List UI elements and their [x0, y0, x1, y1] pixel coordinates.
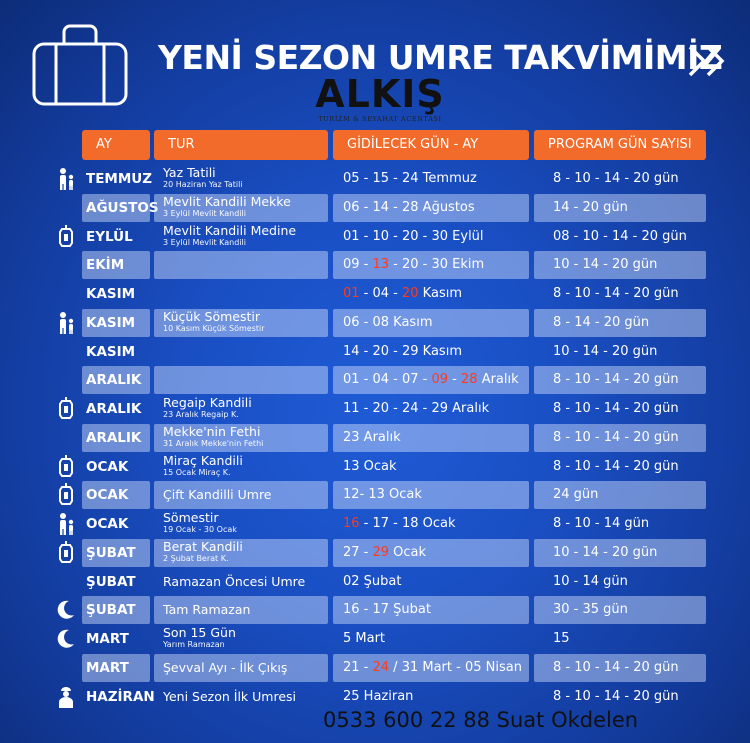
- table-row: [0, 568, 750, 596]
- tour-cell: [154, 424, 328, 452]
- date-text: Aralık: [477, 372, 519, 388]
- lantern-icon: [56, 225, 76, 249]
- tour-name: Son 15 Gün: [163, 625, 236, 640]
- tour-note: 3 Eylül Mevlit Kandili: [163, 237, 246, 247]
- month-cell: TEMMUZ: [86, 171, 153, 187]
- contact-phone[interactable]: 0533 600 22 88 Suat Okdelen: [323, 708, 639, 732]
- dates-cell: [333, 251, 529, 279]
- table-row: [0, 625, 750, 653]
- tour-name: Sömestir: [163, 510, 219, 525]
- month-cell: OCAK: [86, 516, 129, 532]
- tour-note: 19 Ocak - 30 Ocak: [163, 525, 237, 534]
- lantern-icon: [56, 541, 76, 565]
- tour-cell: [154, 539, 328, 567]
- month-cell: HAZİRAN: [86, 688, 155, 705]
- month-cell: ŞUBAT: [82, 596, 150, 624]
- dates-cell: 12- 13 Ocak: [333, 481, 529, 509]
- days-cell: 8 - 10 - 14 - 20 gün: [553, 688, 679, 704]
- table-row: [0, 596, 750, 624]
- tour-cell: [154, 165, 328, 193]
- tour-note: Yarım Ramazan: [163, 640, 225, 649]
- tour-name: Küçük Sömestir: [163, 308, 260, 324]
- dates-cell: 02 Şubat: [343, 573, 402, 589]
- tour-note: 23 Aralık Regaip K.: [163, 410, 239, 419]
- month-cell: KASIM: [82, 309, 150, 337]
- dates-cell: [333, 510, 529, 538]
- crescent-icon: [56, 598, 76, 622]
- tour-cell: [154, 510, 328, 538]
- month-cell: OCAK: [86, 458, 129, 475]
- table-row: [0, 654, 750, 682]
- days-cell: 8 - 10 - 14 - 20 gün: [553, 286, 679, 301]
- date-text: - 17 - 18 Ocak: [359, 516, 456, 531]
- brand-logo: [300, 74, 460, 130]
- pilgrim-icon: [56, 685, 76, 709]
- month-cell: ŞUBAT: [86, 573, 136, 590]
- days-cell: 08 - 10 - 14 - 20 gün: [553, 228, 687, 244]
- month-cell: ARALIK: [82, 366, 150, 394]
- tour-name: Mekke'nin Fethi: [163, 423, 261, 439]
- lantern-icon: [56, 483, 76, 507]
- tour-cell: [154, 280, 328, 308]
- highlighted-date: 29: [372, 544, 390, 560]
- date-text: Ocak: [389, 544, 427, 560]
- highlighted-date: 01: [343, 286, 360, 301]
- tour-name: Yaz Tatili: [163, 165, 216, 180]
- date-text: - 04 -: [359, 286, 402, 301]
- brand-tagline: TURİZM & SEYAHAT ACENTASI: [318, 115, 442, 123]
- date-text: 01 - 04 - 07 -: [343, 372, 432, 388]
- date-text: 09 -: [343, 257, 373, 273]
- tour-name: Mevlit Kandili Mekke: [163, 193, 291, 209]
- days-cell: 10 - 14 gün: [553, 573, 628, 589]
- tour-note: 2 Şubat Berat K.: [163, 553, 229, 563]
- table-row: [0, 338, 750, 366]
- table-row: [0, 481, 750, 509]
- tour-cell: [154, 251, 328, 279]
- page-title: YENİ SEZON UMRE TAKVİMİMİZ: [158, 38, 723, 77]
- column-header-tour: TUR: [154, 130, 328, 160]
- table-row: [0, 510, 750, 538]
- days-cell: 8 - 10 - 14 - 20 gün: [534, 366, 706, 394]
- lantern-icon: [56, 455, 76, 479]
- table-row: [0, 395, 750, 423]
- tour-cell: [154, 194, 328, 222]
- tour-name: Regaip Kandili: [163, 395, 252, 410]
- table-row: [0, 539, 750, 567]
- days-cell: 15: [553, 631, 570, 646]
- tour-cell: [154, 395, 328, 423]
- tour-name: Ramazan Öncesi Umre: [163, 573, 306, 589]
- dates-cell: [333, 654, 529, 682]
- month-cell: ARALIK: [82, 424, 150, 452]
- tour-cell: [154, 654, 328, 682]
- tour-cell: [154, 309, 328, 337]
- tour-cell: [154, 481, 328, 509]
- dates-cell: [333, 539, 529, 567]
- highlighted-date: 24: [372, 659, 390, 675]
- month-cell: ŞUBAT: [82, 539, 150, 567]
- date-text: -: [448, 372, 462, 388]
- days-cell: 10 - 14 - 20 gün: [534, 251, 706, 279]
- table-row: [0, 251, 750, 279]
- dates-cell: [333, 280, 529, 308]
- lantern-icon: [56, 397, 76, 421]
- days-cell: 8 - 10 - 14 - 20 gün: [553, 401, 679, 416]
- date-text: 21 -: [343, 659, 373, 675]
- month-cell: EKİM: [82, 251, 150, 279]
- days-cell: 8 - 10 - 14 - 20 gün: [553, 171, 679, 186]
- crescent-icon: [56, 627, 76, 651]
- month-cell: EYLÜL: [86, 228, 133, 245]
- days-cell: 8 - 10 - 14 - 20 gün: [534, 424, 706, 452]
- month-cell: KASIM: [86, 286, 136, 302]
- suitcase-icon: [30, 22, 130, 108]
- tour-cell: [154, 568, 328, 596]
- highlighted-date: 13: [372, 257, 390, 273]
- month-cell: MART: [86, 631, 129, 647]
- days-cell: 10 - 14 - 20 gün: [534, 539, 706, 567]
- days-cell: 10 - 14 - 20 gün: [553, 343, 658, 359]
- month-cell: OCAK: [82, 481, 150, 509]
- dates-cell: 01 - 10 - 20 - 30 Eylül: [343, 228, 484, 244]
- date-text: 27 -: [343, 544, 373, 560]
- table-row: [0, 424, 750, 452]
- tour-name: Berat Kandili: [163, 538, 243, 554]
- tour-note: 15 Ocak Miraç K.: [163, 467, 231, 477]
- table-row: [0, 165, 750, 193]
- dates-cell: 06 - 08 Kasım: [333, 309, 529, 337]
- dates-cell: 23 Aralık: [333, 424, 529, 452]
- days-cell: 8 - 14 - 20 gün: [534, 309, 706, 337]
- days-cell: 14 - 20 gün: [534, 194, 706, 222]
- dates-cell: 25 Haziran: [343, 688, 414, 704]
- tour-note: 20 Haziran Yaz Tatili: [163, 180, 243, 189]
- double-chevron-right-icon[interactable]: [686, 44, 732, 78]
- tour-name: Mevlit Kandili Medine: [163, 222, 297, 238]
- dates-cell: [333, 366, 529, 394]
- date-text: / 31 Mart - 05 Nisan: [389, 659, 522, 675]
- family-icon: [56, 311, 76, 335]
- highlighted-date: 28: [461, 372, 478, 388]
- highlighted-date: 09: [431, 372, 449, 388]
- tour-cell: [154, 338, 328, 366]
- tour-cell: [154, 683, 328, 711]
- column-header-dates: GİDİLECEK GÜN - AY: [333, 130, 529, 160]
- family-icon: [56, 512, 76, 536]
- tour-note: 3 Eylül Mevlit Kandili: [163, 208, 246, 218]
- dates-cell: 05 - 15 - 24 Temmuz: [343, 171, 477, 186]
- tour-cell: [154, 453, 328, 481]
- days-cell: 30 - 35 gün: [534, 596, 706, 624]
- tour-cell: [154, 625, 328, 653]
- table-row: [0, 280, 750, 308]
- tour-cell: [154, 223, 328, 251]
- tour-note: 10 Kasım Küçük Sömestir: [163, 323, 265, 333]
- tour-cell: [154, 596, 328, 624]
- date-text: Kasım: [418, 286, 462, 301]
- days-cell: 8 - 10 - 14 gün: [553, 516, 650, 531]
- tour-name: Miraç Kandili: [163, 452, 243, 468]
- table-row: [0, 683, 750, 711]
- days-cell: 8 - 10 - 14 - 20 gün: [534, 654, 706, 682]
- dates-cell: 11 - 20 - 24 - 29 Aralık: [343, 401, 490, 416]
- tour-name: Çift Kandilli Umre: [163, 487, 272, 503]
- days-cell: 24 gün: [534, 481, 706, 509]
- dates-cell: 13 Ocak: [343, 458, 397, 474]
- table-row: [0, 309, 750, 337]
- month-cell: KASIM: [86, 343, 136, 360]
- brand-name: ALKIŞ: [315, 72, 445, 116]
- table-row: [0, 453, 750, 481]
- table-row: [0, 194, 750, 222]
- column-header-days: PROGRAM GÜN SAYISI: [534, 130, 706, 160]
- tour-name: Şevval Ayı - İlk Çıkış: [163, 659, 288, 675]
- family-icon: [56, 167, 76, 191]
- column-header-month: AY: [82, 130, 150, 160]
- highlighted-date: 20: [402, 286, 419, 301]
- table-row: [0, 366, 750, 394]
- month-cell: ARALIK: [86, 401, 142, 417]
- month-cell: MART: [82, 654, 150, 682]
- tour-note: 31 Aralık Mekke'nin Fethi: [163, 438, 264, 448]
- dates-cell: 16 - 17 Şubat: [333, 596, 529, 624]
- dates-cell: 14 - 20 - 29 Kasım: [343, 343, 462, 359]
- highlighted-date: 16: [343, 516, 360, 531]
- days-cell: 8 - 10 - 14 - 20 gün: [553, 458, 679, 474]
- dates-cell: 5 Mart: [343, 631, 386, 646]
- tour-cell: [154, 366, 328, 394]
- table-row: [0, 223, 750, 251]
- tour-name: Yeni Sezon İlk Umresi: [163, 688, 297, 704]
- month-cell: AĞUSTOS: [82, 194, 150, 222]
- dates-cell: 06 - 14 - 28 Ağustos: [333, 194, 529, 222]
- date-text: - 20 - 30 Ekim: [389, 257, 485, 273]
- tour-name: Tam Ramazan: [163, 602, 251, 618]
